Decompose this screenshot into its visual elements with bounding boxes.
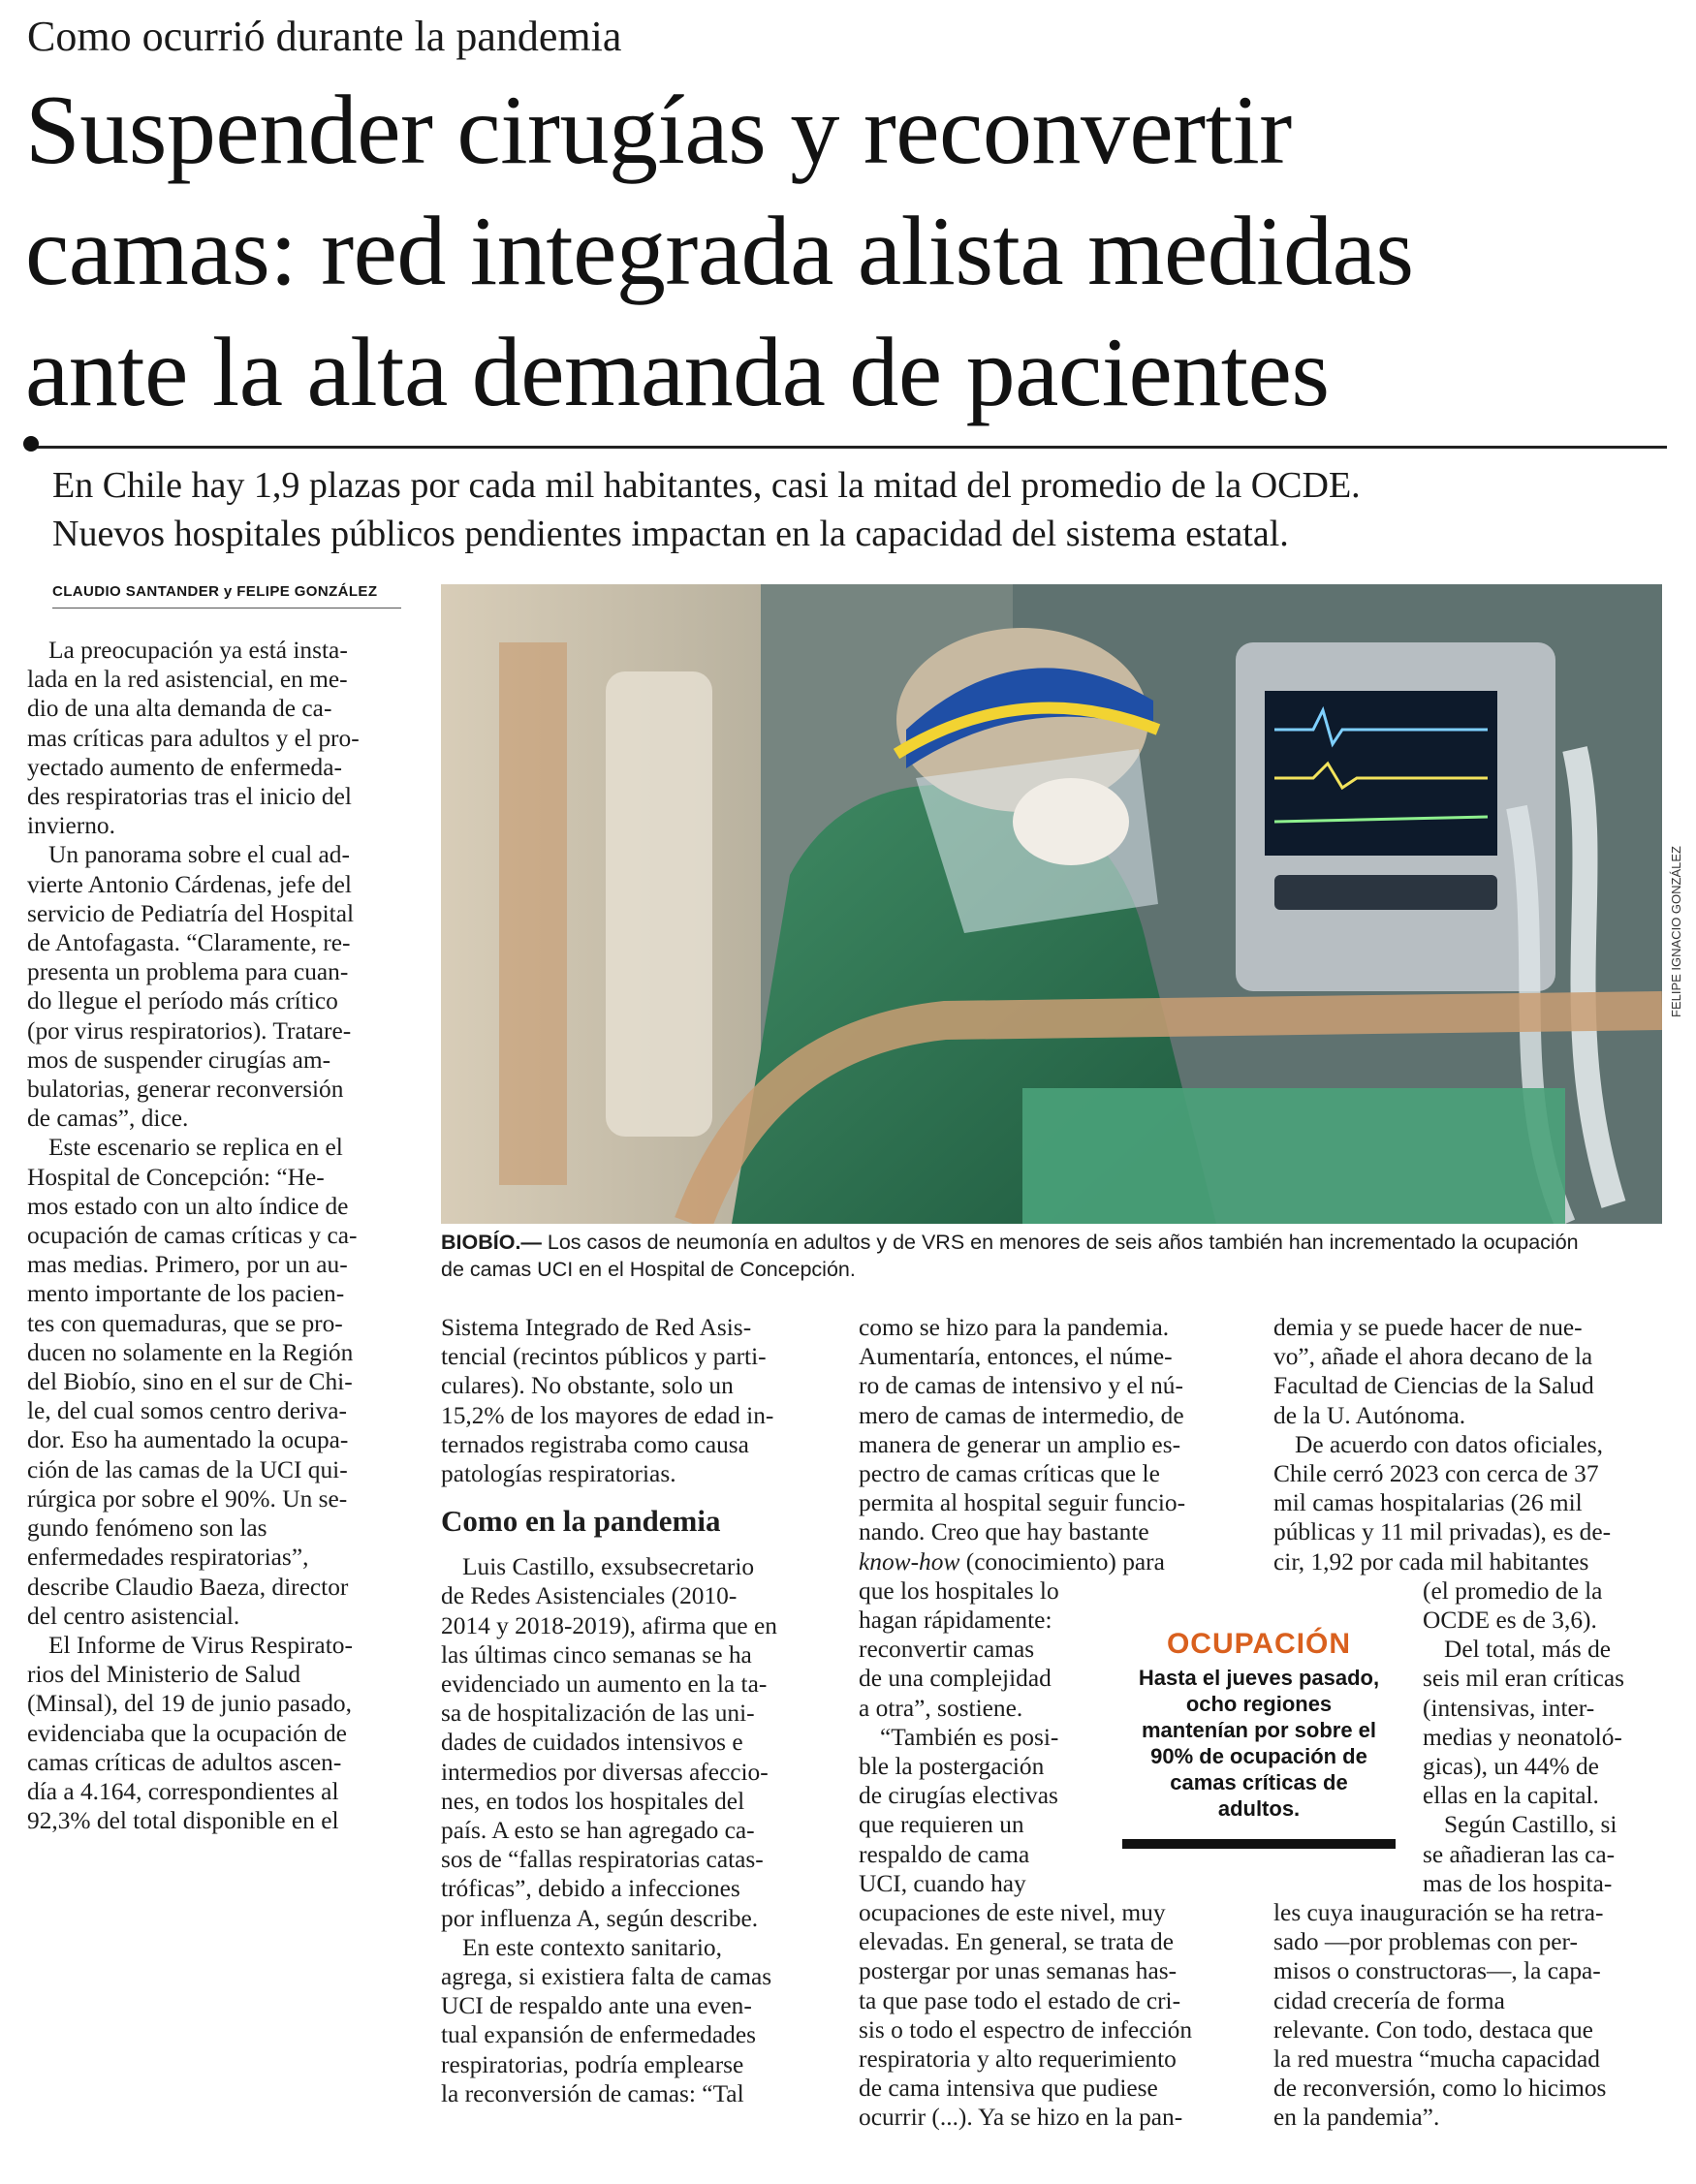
text-line: públicas y 11 mil privadas), es de- xyxy=(1273,1518,1612,1546)
text-line: describe Claudio Baeza, director xyxy=(27,1573,349,1601)
text-line: demia y se puede hacer de nue- xyxy=(1273,1314,1583,1341)
text-line: 92,3% del total disponible en el xyxy=(27,1807,339,1835)
text-line: mas críticas para adultos y el pro- xyxy=(27,724,360,752)
text-line: UCI, cuando hay xyxy=(859,1869,1026,1897)
text-line: dio de una alta demanda de ca- xyxy=(27,695,332,723)
text-line: 2014 y 2018-2019), afirma que en xyxy=(441,1611,777,1639)
photo-caption xyxy=(441,1229,1667,1283)
text-line: (Minsal), del 19 de junio pasado, xyxy=(27,1690,352,1718)
text-line: 15,2% de los mayores de edad in- xyxy=(441,1401,774,1429)
byline: CLAUDIO SANTANDER y FELIPE GONZÁLEZ xyxy=(52,583,401,608)
text-line: UCI de respaldo ante una even- xyxy=(441,1992,752,2020)
text-line: bulatorias, generar reconversión xyxy=(27,1076,344,1104)
text-line: rúrgica por sobre el 90%. Un se- xyxy=(27,1484,348,1513)
text-line: sos de “fallas respiratorias catas- xyxy=(441,1846,764,1874)
text-line: gicas), un 44% de xyxy=(1423,1753,1599,1781)
text-line: mos de suspender cirugías am- xyxy=(27,1045,331,1074)
text-line: Un panorama sobre el cual ad- xyxy=(48,841,350,869)
text-line: mos estado con un alto índice de xyxy=(27,1192,349,1220)
text-line: como se hizo para la pandemia. xyxy=(859,1314,1170,1341)
text-line: De acuerdo con datos oficiales, xyxy=(1295,1430,1603,1458)
text-line: respiratorias, podría emplearse xyxy=(441,2050,744,2078)
text-line: de Redes Asistenciales (2010- xyxy=(441,1582,738,1610)
text-line: gundo fenómeno son las xyxy=(27,1514,267,1543)
caption-text: Los casos de neumonía en adultos y de VRS en menores de seis años también han incrementado la ocupación xyxy=(541,1231,1579,1254)
text-line: culares). No obstante, solo un xyxy=(441,1372,734,1400)
text-line: presenta un problema para cuan- xyxy=(27,958,349,986)
sidebar-line: camas críticas de xyxy=(1170,1770,1348,1794)
text-line: la reconversión de camas: “Tal xyxy=(441,2079,744,2107)
text-line: Chile cerró 2023 con cerca de 37 xyxy=(1273,1460,1599,1488)
text-line: Hospital de Concepción: “He- xyxy=(27,1163,325,1191)
text-line: patologías respiratorias. xyxy=(441,1460,676,1488)
text-line: de una complejidad xyxy=(859,1665,1052,1693)
text-line: se añadieran las ca- xyxy=(1423,1840,1616,1868)
text-line: relevante. Con todo, destaca que xyxy=(1273,2015,1593,2044)
text-line: ción de las camas de la UCI qui- xyxy=(27,1455,348,1483)
headline-line: ante la alta demanda de pacientes xyxy=(25,318,1330,427)
sidebar-rule xyxy=(1122,1839,1396,1849)
photo-credit: FELIPE IGNACIO GONZÁLEZ xyxy=(1669,846,1683,1017)
text-line: ro de camas de intensivo y el nú- xyxy=(859,1372,1183,1400)
text-line: ocurrir (...). Ya se hizo en la pan- xyxy=(859,2104,1183,2132)
text-line: sis o todo el espectro de infección xyxy=(859,2015,1193,2044)
text-line: cidad crecería de forma xyxy=(1273,1986,1505,2014)
text-line: día a 4.164, correspondientes al xyxy=(27,1777,339,1805)
text-line: Del total, más de xyxy=(1444,1636,1612,1664)
sidebar-body xyxy=(1122,1665,1396,1822)
text-line: des respiratorias tras el inicio del xyxy=(27,783,352,811)
sidebar-line: ocho regiones xyxy=(1185,1692,1333,1716)
text-line: Este escenario se replica en el xyxy=(48,1134,343,1162)
text-line: le, del cual somos centro deriva- xyxy=(27,1397,347,1425)
text-line: de la U. Autónoma. xyxy=(1273,1401,1466,1429)
text-line: ellas en la capital. xyxy=(1423,1782,1599,1810)
text-line: de cama intensiva que pudiese xyxy=(859,2075,1158,2103)
sidebar-line: 90% de ocupación de xyxy=(1150,1744,1367,1768)
text-line: la red muestra “mucha capacidad xyxy=(1273,2045,1600,2074)
text-line: nes, en todos los hospitales del xyxy=(441,1787,745,1815)
text-line: mas medias. Primero, por un au- xyxy=(27,1251,348,1279)
text-line: tual expansión de enfermedades xyxy=(441,2021,757,2049)
text-line: del centro asistencial. xyxy=(27,1602,240,1630)
text-line: por influenza A, según describe. xyxy=(441,1904,759,1932)
subheading: Como en la pandemia xyxy=(441,1504,721,1539)
text-line: invierno. xyxy=(27,812,115,840)
text-line: nando. Creo que hay bastante xyxy=(859,1518,1149,1546)
text-line: hagan rápidamente: xyxy=(859,1607,1052,1635)
text-line: enfermedades respiratorias”, xyxy=(27,1544,309,1572)
text-line: servicio de Pediatría del Hospital xyxy=(27,899,355,927)
article-column-1 xyxy=(27,636,413,1835)
headline-rule xyxy=(27,446,1667,449)
text-line: (por virus respiratorios). Tratare- xyxy=(27,1016,352,1045)
article-column-2 xyxy=(441,1313,831,2108)
text-line: Según Castillo, si xyxy=(1444,1811,1617,1839)
text-line: les cuya inauguración se ha retra- xyxy=(1273,1899,1604,1927)
text-line: (intensivas, inter- xyxy=(1423,1694,1595,1722)
text-line: camas críticas de adultos ascen- xyxy=(27,1748,342,1776)
column-2-intro xyxy=(441,1313,831,1488)
text-line: ternados registraba como causa xyxy=(441,1430,749,1458)
occupancy-sidebar xyxy=(1122,1628,1396,1849)
text-line: do llegue el período más crítico xyxy=(27,987,338,1015)
text-line: Sistema Integrado de Red Asis- xyxy=(441,1314,752,1341)
text-line: pectro de camas críticas que le xyxy=(859,1460,1160,1488)
text-line: que los hospitales lo xyxy=(859,1576,1059,1605)
sidebar-title: OCUPACIÓN xyxy=(1166,1628,1352,1660)
text-line: manera de generar un amplio es- xyxy=(859,1430,1181,1458)
text-line: mero de camas de intermedio, de xyxy=(859,1401,1184,1429)
text-line: medias y neonatoló- xyxy=(1423,1723,1622,1751)
deck-line: Nuevos hospitales públicos pendientes impactan en la capacidad del sistema estatal. xyxy=(52,514,1289,554)
text-line: ducen no solamente en la Región xyxy=(27,1338,354,1366)
caption-line xyxy=(441,1229,1667,1256)
text-line: dor. Eso ha aumentado la ocupa- xyxy=(27,1426,349,1454)
text-line: vo”, añade el ahora decano de la xyxy=(1273,1343,1593,1371)
text-line: reconvertir camas xyxy=(859,1636,1035,1664)
sidebar-line: Hasta el jueves pasado, xyxy=(1138,1666,1380,1690)
deck xyxy=(52,461,1680,558)
deck-line: En Chile hay 1,9 plazas por cada mil habitantes, casi la mitad del promedio de la OCDE. xyxy=(52,465,1361,506)
text-line: que requieren un xyxy=(859,1811,1024,1839)
text-line: dades de cuidados intensivos e xyxy=(441,1729,743,1757)
text-line: cir, 1,92 por cada mil habitantes xyxy=(1273,1547,1589,1576)
text-line: ble la postergación xyxy=(859,1753,1045,1781)
text-line: sado —por problemas con per- xyxy=(1273,1928,1578,1956)
text-line: “También es posi- xyxy=(880,1723,1059,1751)
text-line: evidenciado un aumento en la ta- xyxy=(441,1670,768,1699)
text-line: a otra”, sostiene. xyxy=(859,1694,1023,1722)
text-line: las últimas cinco semanas se ha xyxy=(441,1640,752,1669)
text-line: de camas”, dice. xyxy=(27,1105,189,1133)
bullet-icon xyxy=(23,436,39,452)
text-line: elevadas. En general, se trata de xyxy=(859,1928,1174,1956)
text-line: respiratoria y alto requerimiento xyxy=(859,2045,1177,2074)
headline-line: Suspender cirugías y reconvertir xyxy=(25,76,1292,185)
italic-term: know-how xyxy=(859,1547,960,1576)
sidebar-line: mantenían por sobre el xyxy=(1141,1718,1377,1742)
caption-line: de camas UCI en el Hospital de Concepción. xyxy=(441,1258,856,1281)
text-line: seis mil eran críticas xyxy=(1423,1665,1624,1693)
text-line: ta que pase todo el estado de cri- xyxy=(859,1986,1181,2014)
text-line: evidenciaba que la ocupación de xyxy=(27,1719,347,1747)
text-line: La preocupación ya está insta- xyxy=(48,637,348,664)
text-line: tes con quemaduras, que se pro- xyxy=(27,1309,343,1337)
text-line: El Informe de Virus Respirato- xyxy=(48,1631,353,1659)
text-line: del Biobío, sino en el sur de Chi- xyxy=(27,1368,353,1396)
headline xyxy=(25,70,1682,433)
text-line: de Antofagasta. “Claramente, re- xyxy=(27,929,351,957)
headline-line: camas: red integrada alista medidas xyxy=(25,197,1414,306)
text-line: mil camas hospitalarias (26 mil xyxy=(1273,1489,1583,1517)
text-line: respaldo de cama xyxy=(859,1840,1030,1868)
text-line: know-how (conocimiento) para xyxy=(859,1547,1165,1576)
text-line: de cirugías electivas xyxy=(859,1782,1058,1810)
text-line: país. A esto se han agregado ca- xyxy=(441,1817,755,1845)
text-line: permita al hospital seguir funcio- xyxy=(859,1489,1186,1517)
text-line: vierte Antonio Cárdenas, jefe del xyxy=(27,870,352,898)
icu-scene-illustration xyxy=(441,584,1662,1224)
text-line: agrega, si existiera falta de camas xyxy=(441,1963,772,1991)
text-line: Facultad de Ciencias de la Salud xyxy=(1273,1372,1594,1400)
text-line: sa de hospitalización de las uni- xyxy=(441,1700,755,1728)
sidebar-line: adultos. xyxy=(1217,1796,1301,1821)
text-line: ocupación de camas críticas y ca- xyxy=(27,1222,358,1250)
text-line: misos o constructoras—, la capa- xyxy=(1273,1957,1601,1985)
text-line: postergar por unas semanas has- xyxy=(859,1957,1178,1985)
text-line: Aumentaría, entonces, el núme- xyxy=(859,1343,1173,1371)
text-line: (el promedio de la xyxy=(1423,1576,1603,1605)
text-line: lada en la red asistencial, en me- xyxy=(27,666,348,694)
text-line: rios del Ministerio de Salud xyxy=(27,1661,301,1689)
column-2-body xyxy=(441,1552,831,2108)
text-line: Luis Castillo, exsubsecretario xyxy=(462,1553,755,1581)
text-line: tencial (recintos públicos y parti- xyxy=(441,1343,767,1371)
text-line: OCDE es de 3,6). xyxy=(1423,1607,1597,1635)
text-line: tróficas”, debido a infecciones xyxy=(441,1875,740,1903)
text-line: intermedios por diversas afeccio- xyxy=(441,1758,769,1786)
text-line: yectado aumento de enfermeda- xyxy=(27,753,342,781)
text-line: En este contexto sanitario, xyxy=(462,1933,722,1961)
article-photo xyxy=(441,584,1662,1224)
caption-label: BIOBÍO.— xyxy=(441,1231,542,1254)
text-line: mento importante de los pacien- xyxy=(27,1280,345,1308)
text-line: mas de los hospita- xyxy=(1423,1869,1613,1897)
text-line: ocupaciones de este nivel, muy xyxy=(859,1899,1166,1927)
text-line: en la pandemia”. xyxy=(1273,2104,1440,2132)
kicker: Como ocurrió durante la pandemia xyxy=(27,13,622,60)
text-line: de reconversión, como lo hicimos xyxy=(1273,2075,1607,2103)
